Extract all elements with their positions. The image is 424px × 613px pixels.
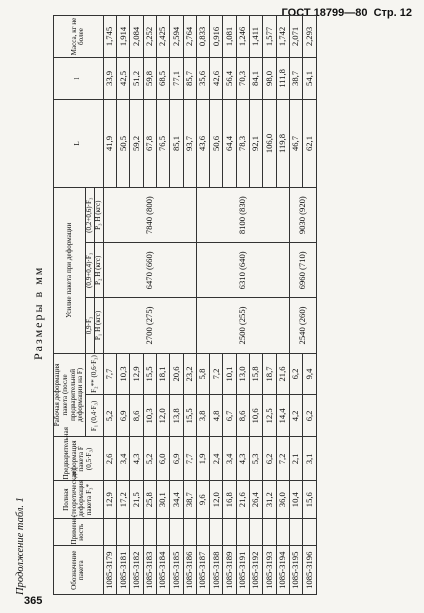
table-cell [170, 518, 183, 546]
table-cell: 42,5 [117, 58, 130, 100]
cell-designation: 1085-3179 [103, 546, 116, 595]
table-cell: 10,6 [250, 395, 263, 437]
table-cell [156, 518, 169, 546]
table-cell: 12,9 [130, 353, 143, 395]
cell-designation: 1085-3192 [250, 546, 263, 595]
table-cell [117, 518, 130, 546]
table-cell: 8,6 [130, 395, 143, 437]
cell-designation: 1085-3195 [289, 546, 302, 595]
table-cell: 7,2 [210, 353, 223, 395]
cell-designation: 1085-3183 [143, 546, 156, 595]
table-cell: 6,9 [117, 395, 130, 437]
table-cell: 6,2 [303, 395, 316, 437]
table-cell: 23,2 [183, 353, 196, 395]
table-cell: 6,0 [156, 437, 169, 481]
cell-mass: 2,764 [183, 16, 196, 58]
table-cell: 36,0 [276, 481, 289, 518]
col-g1: 0,9·F₃ [86, 298, 95, 353]
table-cell: 3,1 [303, 437, 316, 481]
force-p1-cell: 2540 (260) [289, 298, 316, 353]
col-f2: F₂** (0,6·F₃) [86, 353, 104, 395]
table-cell: 13,8 [170, 395, 183, 437]
cell-mass: 1,914 [117, 16, 130, 58]
table-cell: 33,9 [103, 58, 116, 100]
table-cell: 41,9 [103, 99, 116, 187]
page-label: Стр. 12 [373, 7, 412, 19]
table-cell: 38,7 [289, 58, 302, 100]
force-p2-cell: 6310 (640) [196, 243, 289, 298]
table-cell: 26,4 [250, 481, 263, 518]
table-cell: 93,7 [183, 99, 196, 187]
table-cell [210, 518, 223, 546]
table-cell: 6,2 [289, 353, 302, 395]
table-cell: 3,8 [196, 395, 209, 437]
cell-designation: 1085-3189 [223, 546, 236, 595]
table-cell: 6,9 [170, 437, 183, 481]
table-cell: 9,4 [303, 353, 316, 395]
cell-designation: 1085-3186 [183, 546, 196, 595]
cell-mass: 2,293 [303, 16, 316, 58]
col-l: l [54, 58, 104, 100]
table-cell: 12,9 [103, 481, 116, 518]
col-force: Усилие пакета при деформации [54, 188, 86, 353]
table-cell: 31,2 [263, 481, 276, 518]
table-cell: 92,1 [250, 99, 263, 187]
table-cell: 6,2 [263, 437, 276, 481]
table-cell: 5,2 [143, 437, 156, 481]
standard-number: ГОСТ 18799—80 [281, 7, 368, 19]
table-cell: 6,7 [223, 395, 236, 437]
cell-mass: 2,071 [289, 16, 302, 58]
table-caption: Размеры в мм [31, 265, 45, 360]
table-cell: 12,0 [156, 395, 169, 437]
table-cell: 18,1 [156, 353, 169, 395]
table-cell [143, 518, 156, 546]
cell-designation: 1085-3187 [196, 546, 209, 595]
force-p3-cell: 9030 (920) [289, 188, 316, 243]
table-cell: 76,5 [156, 99, 169, 187]
col-L: L [54, 99, 104, 187]
col-application: Примене-ность [54, 518, 104, 546]
col-f1: F₁ (0,4·F₃) [86, 395, 104, 437]
table-cell: 46,7 [289, 99, 302, 187]
table-cell: 12,0 [210, 481, 223, 518]
table-cell [263, 518, 276, 546]
table-cell: 42,6 [210, 58, 223, 100]
cell-designation: 1085-3188 [210, 546, 223, 595]
table-cell: 78,3 [236, 99, 249, 187]
table-cell [236, 518, 249, 546]
cell-mass: 0,833 [196, 16, 209, 58]
col-mass: Масса, кг не более [54, 16, 104, 58]
table-cell: 3,4 [117, 437, 130, 481]
table-row [196, 16, 209, 595]
force-p2-cell: 6470 (660) [103, 243, 196, 298]
cell-mass: 0,916 [210, 16, 223, 58]
cell-mass: 1,745 [103, 16, 116, 58]
table-cell [196, 518, 209, 546]
table-cell: 25,8 [143, 481, 156, 518]
cell-designation: 1085-3191 [236, 546, 249, 595]
table-cell: 16,8 [223, 481, 236, 518]
table-cell: 14,4 [276, 395, 289, 437]
table-continuation: Продолжение табл. 1 [15, 497, 26, 595]
table-cell: 62,1 [303, 99, 316, 187]
page-number: 365 [24, 595, 43, 607]
cell-designation: 1085-3194 [276, 546, 289, 595]
table-cell [103, 518, 116, 546]
col-p2: P₂ Н (кгс) [94, 243, 103, 298]
table-cell: 38,7 [183, 481, 196, 518]
table-cell: 5,2 [103, 395, 116, 437]
table-cell: 2,1 [289, 437, 302, 481]
table-cell: 119,8 [276, 99, 289, 187]
table-cell: 59,2 [130, 99, 143, 187]
table-cell [130, 518, 143, 546]
col-designation: Обозначение пакета [54, 546, 104, 595]
col-g2: (0,9+0,4)·F₃ [86, 243, 95, 298]
cell-mass: 2,425 [156, 16, 169, 58]
table-cell: 20,6 [170, 353, 183, 395]
table-cell: 51,2 [130, 58, 143, 100]
table-cell: 4,2 [289, 395, 302, 437]
table-cell: 5,3 [250, 437, 263, 481]
cell-designation: 1085-3184 [156, 546, 169, 595]
table-cell: 106,0 [263, 99, 276, 187]
table-cell: 34,4 [170, 481, 183, 518]
table-row [289, 16, 302, 595]
cell-mass: 2,594 [170, 16, 183, 58]
table-cell: 30,1 [156, 481, 169, 518]
table-cell: 5,8 [196, 353, 209, 395]
force-p2-cell: 6960 (710) [289, 243, 316, 298]
table-cell [276, 518, 289, 546]
table-cell: 21,6 [276, 353, 289, 395]
table-row [103, 16, 116, 595]
table-cell: 10,3 [143, 395, 156, 437]
table-cell: 10,4 [289, 481, 302, 518]
table-cell [183, 518, 196, 546]
cell-designation: 1085-3185 [170, 546, 183, 595]
table-cell: 85,7 [183, 58, 196, 100]
table-cell: 12,5 [263, 395, 276, 437]
dimensions-table [53, 15, 317, 595]
table-cell: 111,8 [276, 58, 289, 100]
table-cell: 3,4 [223, 437, 236, 481]
table-cell: 7,7 [103, 353, 116, 395]
cell-mass: 1,742 [276, 16, 289, 58]
table-cell: 50,6 [210, 99, 223, 187]
cell-designation: 1085-3181 [117, 546, 130, 595]
table-cell: 15,6 [303, 481, 316, 518]
table-cell: 70,3 [236, 58, 249, 100]
table-cell: 35,6 [196, 58, 209, 100]
force-p3-cell: 7840 (800) [103, 188, 196, 243]
table-cell: 1,9 [196, 437, 209, 481]
table-cell: 85,1 [170, 99, 183, 187]
force-p1-cell: 2500 (255) [196, 298, 289, 353]
table-cell: 4,8 [210, 395, 223, 437]
table-cell: 15,5 [143, 353, 156, 395]
table-cell: 21,6 [236, 481, 249, 518]
cell-designation: 1085-3182 [130, 546, 143, 595]
cell-mass: 1,411 [250, 16, 263, 58]
table-cell: 67,8 [143, 99, 156, 187]
rotated-table-block [15, 15, 407, 595]
table-cell: 10,1 [223, 353, 236, 395]
cell-designation: 1085-3196 [303, 546, 316, 595]
table-cell: 17,2 [117, 481, 130, 518]
table-cell: 21,5 [130, 481, 143, 518]
col-full-deformation: Полная (теоретическая) деформация пакета F₃* [54, 481, 104, 518]
cell-mass: 2,084 [130, 16, 143, 58]
table-cell: 4,3 [236, 437, 249, 481]
table-cell: 59,8 [143, 58, 156, 100]
cell-mass: 1,577 [263, 16, 276, 58]
table-cell: 18,7 [263, 353, 276, 395]
table-cell: 7,2 [276, 437, 289, 481]
cell-mass: 1,081 [223, 16, 236, 58]
col-pre-deformation: Предварительная деформация пакета F (0,5·F₃) [54, 437, 104, 481]
table-cell: 13,0 [236, 353, 249, 395]
table-cell: 4,3 [130, 437, 143, 481]
col-g3: (0,2+0,6)·F₃ [86, 188, 95, 243]
table-cell: 15,8 [250, 353, 263, 395]
cell-mass: 1,246 [236, 16, 249, 58]
table-cell: 8,6 [236, 395, 249, 437]
table-cell: 2,4 [210, 437, 223, 481]
table-cell: 7,7 [183, 437, 196, 481]
table-cell: 15,5 [183, 395, 196, 437]
table-cell: 98,0 [263, 58, 276, 100]
table-cell: 77,1 [170, 58, 183, 100]
table-cell [289, 518, 302, 546]
table-cell [223, 518, 236, 546]
col-p3: P₃ Н (кгс) [94, 188, 103, 243]
table-cell: 64,4 [223, 99, 236, 187]
col-p1: P₁ Н (кгс) [94, 298, 103, 353]
table-cell: 84,1 [250, 58, 263, 100]
table-cell [303, 518, 316, 546]
table-cell: 54,1 [303, 58, 316, 100]
cell-designation: 1085-3193 [263, 546, 276, 595]
table-cell: 50,5 [117, 99, 130, 187]
force-p3-cell: 8100 (830) [196, 188, 289, 243]
cell-mass: 2,252 [143, 16, 156, 58]
table-cell [250, 518, 263, 546]
table-cell: 56,4 [223, 58, 236, 100]
table-cell: 68,5 [156, 58, 169, 100]
table-cell: 10,3 [117, 353, 130, 395]
table-cell: 43,6 [196, 99, 209, 187]
table-cell: 2,6 [103, 437, 116, 481]
col-work-deformation: Рабочая деформация пакета (после предварительной деформации на F) [54, 353, 86, 437]
table-cell: 9,6 [196, 481, 209, 518]
force-p1-cell: 2700 (275) [103, 298, 196, 353]
